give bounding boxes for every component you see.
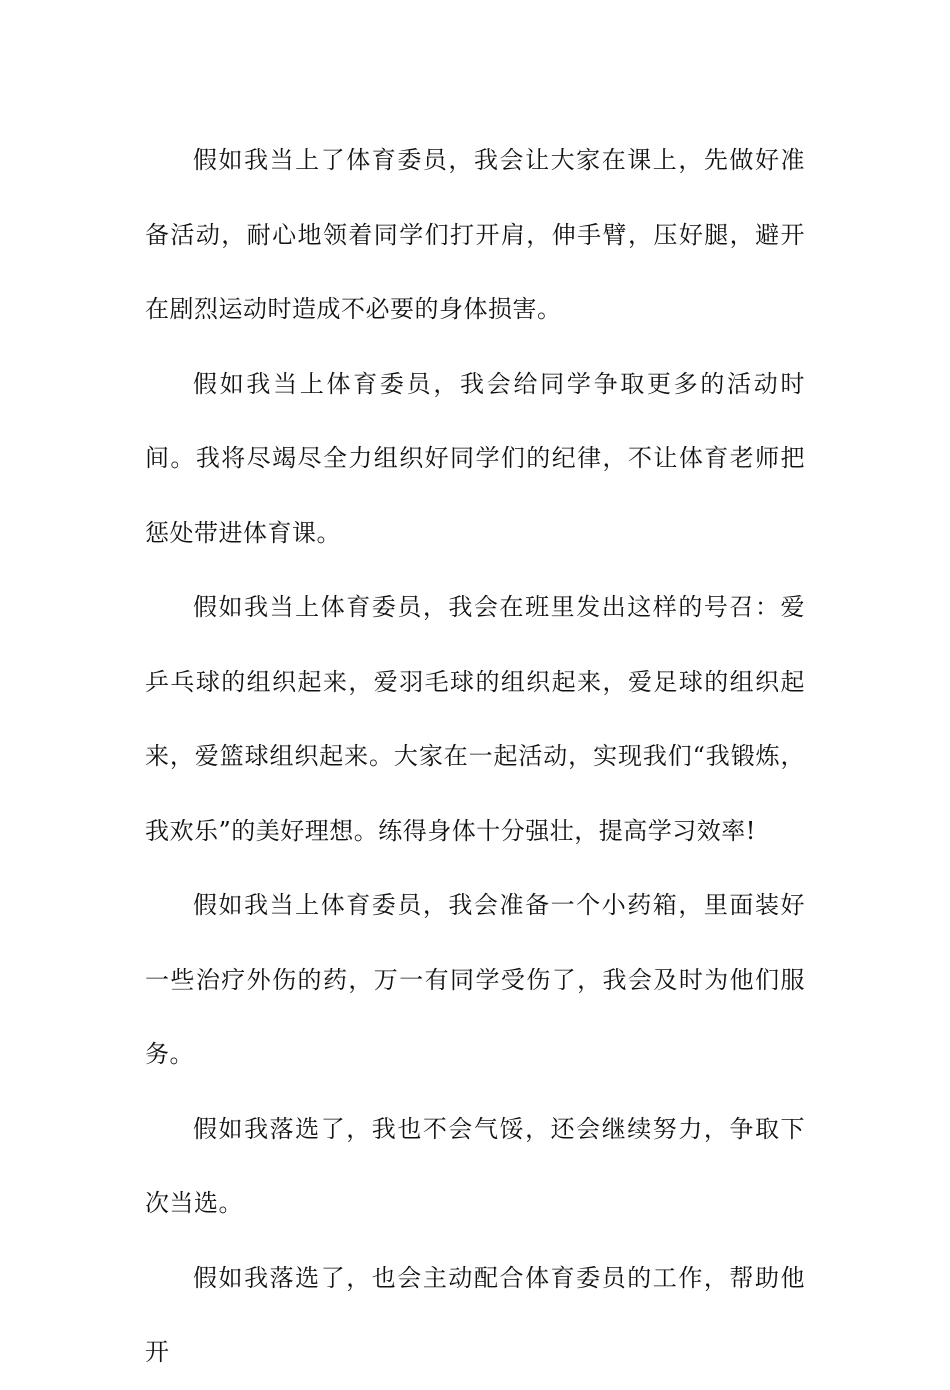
- document-body: [145, 123, 805, 1390]
- paragraph-2: 假如我当上体育委员，我会给同学争取更多的活动时间。我将尽竭尽全力组织好同学们的纪律，不让体育老师把惩处带进体育课。: [145, 369, 805, 547]
- paragraph-3: 假如我当上体育委员，我会在班里发出这样的号召：爱乒乓球的组织起来，爱羽毛球的组织起来，爱足球的组织起来，爱篮球组织起来。大家在一起活动，实现我们“我锻炼，我欢乐”的美好理想。练得身体十分强壮，提高学习效率!: [145, 593, 805, 845]
- paragraph-6: 假如我落选了，也会主动配合体育委员的工作，帮助他开: [145, 1263, 805, 1366]
- paragraph-1: 假如我当上了体育委员，我会让大家在课上，先做好准备活动，耐心地领着同学们打开肩，伸手臂，压好腿，避开在剧烈运动时造成不必要的身体损害。: [145, 146, 805, 323]
- paragraph-4: 假如我当上体育委员，我会准备一个小药箱，里面装好一些治疗外伤的药，万一有同学受伤了，我会及时为他们服务。: [145, 891, 805, 1068]
- paragraph-5: 假如我落选了，我也不会气馁，还会继续努力，争取下次当选。: [145, 1114, 805, 1217]
